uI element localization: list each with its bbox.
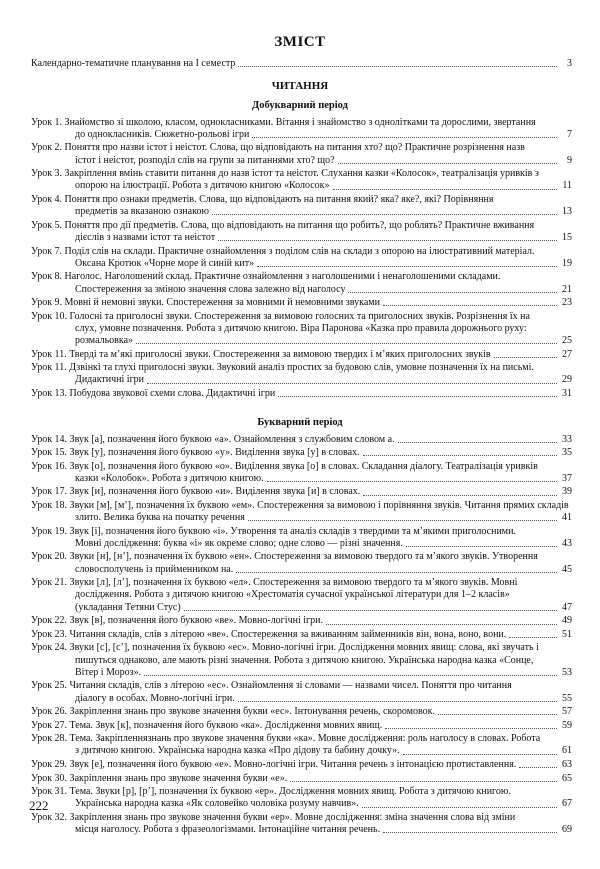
toc-entry-text: Урок 4. Поняття про ознаки предметів. Слова, що відповідають на питання який? яка? яке?, які? Порівняння [31, 193, 494, 205]
toc-leader-dots [519, 767, 557, 768]
toc-entry [31, 168, 572, 193]
toc-entry-line [31, 362, 572, 374]
toc-entry-line [31, 323, 572, 335]
toc-entry-line [31, 447, 572, 459]
toc-entry-line [31, 117, 572, 129]
toc-entry-line [31, 473, 572, 485]
toc-entry-text: Урок 17. Звук [и], позначення його буквою «и». Виділення звука [и] в словах. [31, 486, 361, 498]
toc-entry-text: Урок 16. Звук [о], позначення його буквою «о». Виділення звука [о] в словах. Складання діалогу. Театралізація уривків [31, 460, 538, 472]
toc-entry-text: Урок 23. Читання складів, слів з літерою «ве». Спостереження за вживанням займенників він, вона, воно, вони. [31, 628, 507, 640]
toc-page-number: 55 [562, 692, 572, 704]
toc-entry [31, 362, 572, 387]
toc-entry-line [31, 720, 572, 732]
toc-leader-dots [290, 781, 557, 782]
toc-entry [31, 786, 572, 811]
toc-entry-text: предметів за вказаною ознакою [75, 206, 209, 218]
toc-page-number: 23 [562, 297, 572, 309]
toc-page-number: 3 [567, 58, 572, 69]
toc-entry-text: Вітер і Мороз». [75, 666, 142, 678]
toc-page-number: 61 [562, 745, 572, 757]
toc-leader-dots [385, 728, 557, 729]
toc-entry-line [31, 271, 572, 283]
toc-entry-line [31, 642, 572, 654]
toc-entry-text: Урок 22. Звук [в], позначення його буквою «ве». Мовно-логічні ігри. [31, 615, 323, 627]
toc-entry [31, 117, 572, 142]
toc-leader-dots [218, 240, 557, 241]
toc-entry [31, 642, 572, 679]
toc-leader-dots [509, 637, 557, 638]
toc-page-number: 31 [562, 388, 572, 399]
toc-entry [31, 733, 572, 758]
toc-page-number: 7 [567, 128, 572, 140]
toc-entry-text: Урок 7. Поділ слів на склади. Практичне ознайомлення з поділом слів на склади з опорою на ілюстративний матеріал. [31, 245, 535, 257]
toc-entry-text: Урок 21. Звуки [л], [л’], позначення їх буквою «ел». Спостереження за вимовою твердого та м’якого звуків. Мовні [31, 577, 518, 589]
toc-entry-text: пишуться однаково, але мають різні значення. Робота з дитячою книгою. Українська народна казка «Сонце, [75, 654, 534, 666]
toc-entry-line [31, 680, 572, 692]
toc-entry [31, 500, 572, 525]
toc-entry-line [31, 629, 572, 641]
toc-entry-line [31, 812, 572, 824]
toc-page-number: 59 [562, 719, 572, 731]
toc-entry-text: Урок 32. Закріплення знань про звукове значення букви «ер». Мовне дослідження: зміна значення слова від зміни [31, 811, 516, 823]
toc-entry-line [31, 311, 572, 323]
toc-entry-line [31, 284, 572, 296]
toc-entry [31, 526, 572, 551]
toc-leader-dots [252, 137, 557, 138]
toc-entry-text: Урок 15. Звук [у], позначення його буквою «у». Виділення звука [у] в словах. [31, 447, 360, 458]
toc-entry [31, 706, 572, 718]
toc-entry-text: Урок 27. Тема. Звук [к], позначення його буквою «ка». Дослідження мовних явищ. [31, 719, 383, 731]
toc-page-number: 27 [562, 348, 572, 360]
toc-entry-text: Урок 10. Голосні та приголосні звуки. Спостереження за вимовою голосних та приголосних звуків. Розрізнення їх на [31, 310, 530, 322]
toc-entry-line [31, 194, 572, 206]
toc-entry-text: місця наголосу. Робота з фразеологізмами. Інтонаційне читання речень. [75, 824, 381, 836]
toc-page-number: 41 [562, 512, 572, 524]
toc-page-number: 39 [562, 486, 572, 498]
toc-entry-text: казки «Колобок». Робота з дитячою книгою. [75, 472, 264, 484]
toc-page-number: 65 [562, 772, 572, 784]
toc-entry-line [31, 589, 572, 601]
toc-entry-line [31, 667, 572, 679]
toc-entry [31, 349, 572, 361]
toc-entry [31, 461, 572, 486]
toc-leader-dots [494, 357, 557, 358]
toc-page-number: 43 [562, 537, 572, 549]
toc-entry-text: Урок 14. Звук [а], позначення його буквою «а». Ознайомлення з службовим словом а. [31, 433, 395, 445]
toc-entry-line [31, 206, 572, 218]
toc-page-number: 57 [562, 706, 572, 718]
toc-entry-text: Спостереження за зміною значення слова залежно від наголосу [75, 283, 346, 295]
toc-entry [31, 194, 572, 219]
toc-entry-line [31, 220, 572, 232]
toc-entry [31, 577, 572, 614]
toc-entry [31, 615, 572, 627]
toc-leader-dots [383, 305, 557, 306]
toc-entry [31, 297, 572, 309]
toc-page-number: 29 [562, 374, 572, 386]
page-number: 222 [29, 798, 49, 813]
toc-entry-text: Українська народна казка «Як соловейко чоловіка розуму навчив». [75, 798, 359, 810]
toc-entry [31, 388, 572, 400]
toc-entry [31, 486, 572, 498]
toc-entry-line [31, 551, 572, 563]
toc-page-number: 21 [562, 283, 572, 295]
toc-entry-text: дієслів з назвами істот та неістот [75, 231, 216, 243]
toc-entry-text: розмальовка» [75, 335, 134, 347]
toc-entry-line [31, 388, 572, 400]
toc-entry-text: словосполучень із прийменником на. [75, 563, 234, 575]
toc-entry [31, 629, 572, 641]
toc-entry [31, 142, 572, 167]
toc-entry-text: Урок 29. Звук [е], позначення його буквою «е». Мовно-логічні ігри. Читання речень з інтонацією протиставлення. [31, 759, 517, 770]
toc-entry-text: Урок 11. Дзвінкі та глухі приголосні звуки. Звуковий аналіз простих за будовою слів, умовне позначення їх на письмі. [31, 362, 534, 374]
toc-entry-text: слух, умовне позначення. Робота з дитячою книгою. Віра Паронова «Казка про правила дорожнього руху: [75, 322, 527, 334]
toc-entry-line [31, 655, 572, 667]
toc-entry [31, 58, 572, 70]
toc-leader-dots [383, 832, 557, 833]
toc-entry-line [31, 615, 572, 627]
toc-page-number: 63 [562, 759, 572, 770]
toc-entry-line [31, 538, 572, 550]
toc-page-number: 49 [562, 615, 572, 627]
toc-entry-line [31, 246, 572, 258]
toc-page-number: 15 [562, 231, 572, 243]
toc-entry-line [31, 798, 572, 810]
toc-entry-line [31, 706, 572, 718]
toc-entry-text: Урок 25. Читання складів, слів з літерою «ес». Ознайомлення зі словами — назвами чисел. Поняття про читання [31, 680, 512, 692]
toc-entry-line [31, 500, 572, 512]
toc-page-number: 19 [562, 257, 572, 269]
toc-entry-line [31, 155, 572, 167]
toc-entry-text: Урок 24. Звуки [с], [с’], позначення їх буквою «ес». Мовно-логічні ігри. Дослідження мовних явищ: слова, які звучать і [31, 642, 539, 654]
toc-entry-line [31, 786, 572, 798]
toc-leader-dots [144, 675, 557, 676]
toc-leader-dots [333, 189, 557, 190]
toc-page-number: 25 [562, 335, 572, 347]
toc-entry-text: дослідження. Робота з дитячою книгою «Хрестоматія сучасної української літератури для 1–2 класів» [75, 589, 510, 601]
toc-entry-line [31, 512, 572, 524]
toc-entry-line [31, 461, 572, 473]
toc-page-number: 53 [562, 666, 572, 678]
toc-leader-dots [238, 66, 557, 67]
toc-entry-text: Урок 19. Звук [і], позначення його буквою «і». Утворення та аналіз складів з твердими та м’якими приголосними. [31, 525, 516, 537]
toc-entry-line [31, 374, 572, 386]
section-heading: ЧИТАННЯ [271, 79, 329, 92]
toc-entry-line [31, 232, 572, 244]
toc-entry-text: (укладання Тетяни Стус) [75, 601, 181, 613]
toc-leader-dots [362, 807, 557, 808]
toc-entry-line [31, 180, 572, 192]
toc-entry [31, 447, 572, 459]
toc-entry-line [31, 693, 572, 705]
toc-entry-line [31, 486, 572, 498]
toc-entry-text: Урок 13. Побудова звукової схеми слова. Дидактичні ігри [31, 388, 276, 399]
toc-leader-dots [363, 495, 557, 496]
toc-entry [31, 434, 572, 446]
toc-leader-dots [406, 546, 557, 547]
toc-entry-text: істот і неістот, розподіл слів на групи за питаннями хто? що? [75, 154, 335, 166]
toc-entry-line [31, 773, 572, 785]
toc-page-number: 11 [562, 180, 572, 192]
toc-entry-text: з дитячою книгою. Українська народна казка «Про дідову та бабину дочку». [75, 745, 400, 757]
period-heading: Букварний період [257, 416, 343, 428]
toc-page-number: 13 [562, 206, 572, 218]
toc-entry-text: до однокласників. Сюжетно-рольові ігри [75, 128, 250, 140]
toc-entry-line [31, 602, 572, 614]
toc-entry [31, 551, 572, 576]
toc-entry-text: діалогу в особах. Мовно-логічні ігри. [75, 692, 235, 704]
toc-leader-dots [136, 343, 557, 344]
toc-leader-dots [363, 455, 557, 456]
toc-entry-text: Урок 28. Тема. Закріпленнязнань про звукове значення букви «ка». Мовне дослідження: роль наголосу в словах. Робота [31, 733, 541, 745]
toc-entry-text: Урок 30. Закріплення знань про звукове значення букви «е». [31, 772, 288, 784]
toc-page-number: 37 [562, 472, 572, 484]
toc-leader-dots [348, 292, 557, 293]
period-heading: Добукварний період [252, 99, 348, 111]
toc-entry-line [31, 577, 572, 589]
toc-leader-dots [147, 383, 557, 384]
toc-entry-line [31, 58, 572, 70]
toc-leader-dots [403, 754, 557, 755]
toc-entry-text: Урок 31. Тема. Звуки [р], [р’], позначення їх буквою «ер». Дослідження мовних явищ. Робота з дитячою книгою. [31, 786, 511, 797]
toc-leader-dots [326, 624, 557, 625]
toc-entry-line [31, 142, 572, 154]
toc-entry-text: Урок 11. Тверді та м’які приголосні звуки. Спостереження за вимовою твердих і м’яких приголосних звуків [31, 348, 491, 360]
toc-page-number: 33 [562, 433, 572, 445]
toc-leader-dots [257, 266, 557, 267]
toc-page-number: 67 [562, 798, 572, 810]
toc-page-number: 51 [562, 628, 572, 640]
toc-entry [31, 246, 572, 271]
toc-entry-line [31, 258, 572, 270]
toc-entry-text: Мовні дослідження: буква «і» як окреме слово; одне слово — різні значення. [75, 537, 403, 549]
toc-leader-dots [278, 396, 557, 397]
toc-leader-dots [248, 520, 557, 521]
toc-entry [31, 220, 572, 245]
toc-entry-line [31, 564, 572, 576]
toc-entry-line [31, 759, 572, 771]
toc-entry-text: Календарно-тематичне планування на І семестр [31, 58, 236, 69]
toc-entry-line [31, 824, 572, 836]
toc-entry-line [31, 129, 572, 141]
toc-entry-line [31, 349, 572, 361]
toc-page-number: 47 [562, 601, 572, 613]
toc-entry-line [31, 335, 572, 347]
toc-entry [31, 773, 572, 785]
toc-page-number: 45 [562, 563, 572, 575]
toc-leader-dots [398, 442, 557, 443]
toc-entry-line [31, 168, 572, 180]
toc-leader-dots [238, 701, 557, 702]
toc-entry-line [31, 297, 572, 309]
toc-entry [31, 812, 572, 837]
toc-entry-text: опорою на ілюстрації. Робота з дитячою книгою «Колосок» [75, 180, 330, 192]
toc-page-number: 9 [567, 154, 572, 166]
toc-leader-dots [338, 163, 557, 164]
toc-entry-text: Урок 2. Поняття про назви істот і неістот. Слова, що відповідають на питання хто? що? Практичне розрізнення назв [31, 142, 525, 154]
toc-entry-text: Урок 20. Звуки [н], [н’], позначення їх буквою «ен». Спостереження за вимовою твердого та м’якого звуків. Утворення [31, 551, 538, 563]
page-title: ЗМІСТ [274, 34, 326, 50]
toc-page-number: 35 [562, 447, 572, 458]
toc-entry-text: Урок 9. Мовні й немовні звуки. Спостереження за мовними й немовними звуками [31, 297, 380, 309]
toc-leader-dots [438, 714, 557, 715]
toc-entry [31, 720, 572, 732]
toc-entry-text: Урок 26. Закріплення знань про звукове значення букви «ес». Інтонування речень, скоромовок. [31, 706, 435, 718]
toc-entry-text: Урок 8. Наголос. Наголошений склад. Практичне ознайомлення з наголошеними і ненаголошеними складами. [31, 271, 501, 283]
toc-entry-text: Урок 1. Знайомство зі школою, класом, однокласниками. Вітання і знайомство з однолітками та дорослими, звертання [31, 116, 536, 128]
toc-entry-line [31, 434, 572, 446]
toc-entry-text: злито. Велика буква на початку речення [75, 512, 245, 524]
toc-leader-dots [212, 214, 557, 215]
toc-entry-text: Оксана Кротюк «Чорне море й синій кит» [75, 257, 255, 269]
toc-entry-text: Урок 3. Закріплення вмінь ставити питання до назв істот та неістот. Слухання казки «Колосок», театралізація уривків з [31, 168, 539, 180]
toc-entry [31, 680, 572, 705]
toc-entry [31, 311, 572, 348]
toc-entry-text: Урок 18. Звуки [м], [м’], позначення їх буквою «ем». Спостереження за вимовою і порівняння звуків. Читання прямих складів [31, 499, 569, 511]
toc-entry-text: Дидактичні ігри [75, 374, 145, 386]
toc-entry-line [31, 745, 572, 757]
toc-leader-dots [236, 572, 557, 573]
toc-leader-dots [267, 481, 557, 482]
toc-leader-dots [184, 610, 557, 611]
toc-entry-line [31, 526, 572, 538]
toc-entry [31, 759, 572, 771]
toc-entry [31, 271, 572, 296]
toc-entry-line [31, 733, 572, 745]
toc-entry-text: Урок 5. Поняття про дії предметів. Слова, що відповідають на питання що робить?, що роблять? Практичне вживання [31, 219, 535, 231]
toc-page-number: 69 [562, 824, 572, 836]
